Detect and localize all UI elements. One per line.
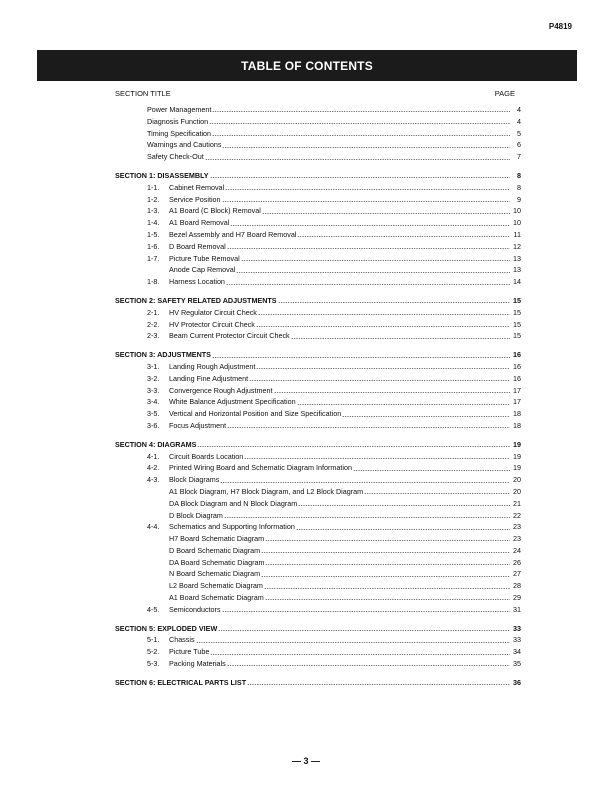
- entry-page-number: 19: [513, 439, 521, 449]
- entry-page-number: 6: [517, 140, 521, 150]
- entry-label: Beam Current Protector Circuit Check: [169, 331, 290, 341]
- dot-leader: [297, 404, 510, 405]
- entry-number: 3-4.: [147, 397, 160, 407]
- toc-entry[interactable]: [115, 128, 521, 140]
- entry-label: Power Management: [147, 105, 212, 114]
- entry-page-number: 15: [513, 319, 521, 329]
- toc-section-heading[interactable]: [115, 349, 521, 361]
- entry-page-number: 31: [513, 604, 521, 614]
- entry-page-number: 23: [513, 534, 521, 544]
- dot-leader: [210, 654, 510, 655]
- entry-page-number: 23: [513, 522, 521, 532]
- toc-entry[interactable]: [115, 385, 521, 397]
- entry-page-number: 35: [513, 659, 521, 669]
- toc-entry[interactable]: [115, 557, 521, 569]
- entry-label: L2 Board Schematic Diagram: [169, 581, 263, 591]
- entry-page-number: 33: [513, 623, 521, 633]
- entry-label: Circuit Boards Location: [169, 451, 244, 461]
- entry-number: 2-3.: [147, 331, 160, 341]
- entry-page-number: 9: [517, 194, 521, 204]
- entry-label: A1 Board Removal: [169, 218, 230, 228]
- entry-page-number: 17: [513, 385, 521, 395]
- entry-label: Landing Fine Adjustment: [169, 373, 249, 383]
- toc-entry[interactable]: [115, 396, 521, 408]
- dot-leader: [364, 493, 510, 494]
- dot-leader: [230, 225, 510, 226]
- dot-leader: [247, 684, 510, 685]
- toc-entry[interactable]: [115, 307, 521, 319]
- toc-entry[interactable]: [115, 194, 521, 206]
- entry-page-number: 28: [513, 581, 521, 591]
- entry-label: Block Diagrams: [169, 475, 220, 485]
- dot-leader: [297, 236, 510, 237]
- dot-leader: [353, 470, 510, 471]
- entry-number: 4-5.: [147, 604, 160, 614]
- entry-page-number: 16: [513, 350, 521, 360]
- toc-entry[interactable]: [115, 568, 521, 580]
- entry-page-number: 15: [513, 295, 521, 305]
- entry-label: SECTION 5: EXPLODED VIEW: [115, 623, 218, 633]
- entry-number: 1-6.: [147, 241, 160, 251]
- dot-leader: [197, 446, 510, 447]
- toc-list: [115, 104, 521, 696]
- entry-label: Printed Wiring Board and Schematic Diagram Information: [169, 463, 352, 473]
- entry-number: 4-2.: [147, 463, 160, 473]
- entry-number: 1-8.: [147, 277, 160, 287]
- toc-entry[interactable]: [115, 646, 521, 658]
- entry-label: SECTION 2: SAFETY RELATED ADJUSTMENTS: [115, 295, 277, 305]
- toc-entry[interactable]: [115, 474, 521, 486]
- entry-number: 3-5.: [147, 409, 160, 419]
- entry-label: Semiconductors: [169, 604, 221, 614]
- entry-label: N Board Schematic Diagram: [169, 569, 261, 579]
- dot-leader: [222, 147, 510, 148]
- entry-number: 3-6.: [147, 420, 160, 430]
- entry-page-number: 19: [513, 463, 521, 473]
- column-headers: [115, 89, 515, 98]
- entry-number: 3-1.: [147, 361, 160, 371]
- entry-label: Convergence Rough Adjustment: [169, 385, 273, 395]
- entry-label: DA Block Diagram and N Block Diagram: [169, 498, 298, 508]
- toc-section-heading[interactable]: [115, 623, 521, 635]
- entry-page-number: 34: [513, 647, 521, 657]
- dot-leader: [256, 326, 510, 327]
- dot-leader: [265, 564, 510, 565]
- dot-leader: [205, 159, 510, 160]
- entry-page-number: 33: [513, 635, 521, 645]
- entry-label: SECTION 1: DISASSEMBLY: [115, 170, 209, 180]
- entry-number: 5-2.: [147, 647, 160, 657]
- dot-leader: [256, 368, 510, 369]
- entry-label: Focus Adjustment: [169, 420, 227, 430]
- dot-leader: [222, 611, 510, 612]
- entry-page-number: 18: [513, 420, 521, 430]
- toc-entry[interactable]: [115, 634, 521, 646]
- entry-number: 2-1.: [147, 307, 160, 317]
- entry-page-number: 16: [513, 361, 521, 371]
- dot-leader: [212, 111, 510, 112]
- toc-entry[interactable]: [115, 104, 521, 116]
- toc-entry[interactable]: [115, 604, 521, 616]
- dot-leader: [265, 540, 510, 541]
- dot-leader: [224, 517, 510, 518]
- entry-number: 4-4.: [147, 522, 160, 532]
- toc-group: [115, 677, 521, 689]
- dot-leader: [274, 392, 511, 393]
- entry-page-number: 13: [513, 253, 521, 263]
- toc-entry[interactable]: [115, 658, 521, 670]
- entry-label: Packing Materials: [169, 659, 226, 669]
- entry-page-number: 27: [513, 569, 521, 579]
- entry-label: H7 Board Schematic Diagram: [169, 534, 265, 544]
- entry-label: Bezel Assembly and H7 Board Removal: [169, 229, 297, 239]
- toc-entry[interactable]: [115, 498, 521, 510]
- toc-entry[interactable]: [115, 545, 521, 557]
- toc-group: [115, 623, 521, 670]
- entry-number: 1-7.: [147, 253, 160, 263]
- toc-section-heading[interactable]: [115, 439, 521, 451]
- dot-leader: [220, 482, 510, 483]
- dot-leader: [212, 357, 510, 358]
- toc-entry[interactable]: [115, 264, 521, 276]
- entry-page-number: 19: [513, 451, 521, 461]
- dot-leader: [342, 416, 510, 417]
- entry-label: White Balance Adjustment Specification: [169, 397, 296, 407]
- entry-page-number: 8: [517, 170, 521, 180]
- dot-leader: [298, 505, 510, 506]
- page-header: PAGE: [494, 89, 515, 98]
- dot-leader: [196, 642, 510, 643]
- dot-leader: [261, 576, 510, 577]
- entry-page-number: 8: [517, 182, 521, 192]
- entry-number: 3-3.: [147, 385, 160, 395]
- dot-leader: [278, 302, 510, 303]
- entry-label: Picture Tube: [169, 647, 210, 657]
- entry-label: Diagnosis Function: [147, 116, 209, 126]
- page-number-footer: — 3 —: [291, 756, 320, 766]
- toc-entry[interactable]: [115, 521, 521, 533]
- entry-label: SECTION 3: ADJUSTMENTS: [115, 350, 211, 360]
- toc-entry[interactable]: [115, 580, 521, 592]
- toc-entry[interactable]: [115, 229, 521, 241]
- toc-group: [115, 349, 521, 432]
- entry-number: 3-2.: [147, 373, 160, 383]
- dot-leader: [227, 248, 510, 249]
- entry-label: Cabinet Removal: [169, 182, 225, 192]
- entry-page-number: 10: [513, 206, 521, 216]
- entry-page-number: 20: [513, 486, 521, 496]
- entry-page-number: 10: [513, 218, 521, 228]
- dot-leader: [244, 458, 510, 459]
- entry-page-number: 14: [513, 277, 521, 287]
- toc-entry[interactable]: [115, 408, 521, 420]
- entry-number: 5-3.: [147, 659, 160, 669]
- entry-number: 1-1.: [147, 182, 160, 192]
- entry-page-number: 4: [517, 105, 521, 114]
- entry-page-number: 11: [513, 229, 521, 239]
- toc-section-heading[interactable]: [115, 170, 521, 182]
- toc-entry[interactable]: [115, 151, 521, 163]
- entry-number: 1-2.: [147, 194, 160, 204]
- entry-page-number: 4: [517, 116, 521, 126]
- entry-label: Chassis: [169, 635, 195, 645]
- dot-leader: [258, 314, 510, 315]
- entry-page-number: 18: [513, 409, 521, 419]
- toc-entry[interactable]: [115, 510, 521, 522]
- dot-leader: [227, 665, 510, 666]
- toc-entry[interactable]: [115, 373, 521, 385]
- dot-leader: [262, 213, 510, 214]
- toc-entry[interactable]: [115, 486, 521, 498]
- toc-entry[interactable]: [115, 116, 521, 128]
- entry-page-number: 13: [513, 265, 521, 275]
- toc-entry[interactable]: [115, 253, 521, 265]
- toc-entry[interactable]: [115, 182, 521, 194]
- entry-page-number: 5: [517, 128, 521, 138]
- entry-label: A1 Board Schematic Diagram: [169, 593, 264, 603]
- dot-leader: [264, 588, 510, 589]
- entry-label: A1 Board (C Block) Removal: [169, 206, 261, 216]
- toc-entry[interactable]: [115, 217, 521, 229]
- entry-label: A1 Block Diagram, H7 Block Diagram, and L2 Block Diagram: [169, 486, 364, 496]
- toc-entry[interactable]: [115, 592, 521, 604]
- toc-entry[interactable]: [115, 330, 521, 342]
- entry-label: DA Board Schematic Diagram: [169, 557, 265, 567]
- entry-label: Picture Tube Removal: [169, 253, 240, 263]
- dot-leader: [249, 380, 510, 381]
- section-title-header: SECTION TITLE: [115, 89, 171, 98]
- dot-leader: [261, 552, 510, 553]
- toc-entry[interactable]: [115, 139, 521, 151]
- entry-label: Safety Check-Out: [147, 152, 204, 162]
- toc-entry[interactable]: [115, 319, 521, 331]
- entry-page-number: 16: [513, 373, 521, 383]
- entry-label: D Board Schematic Diagram: [169, 545, 261, 555]
- toc-group: [115, 170, 521, 288]
- entry-page-number: 17: [513, 397, 521, 407]
- entry-page-number: 21: [513, 498, 521, 508]
- entry-page-number: 15: [513, 307, 521, 317]
- entry-label: SECTION 4: DIAGRAMS: [115, 439, 197, 449]
- dot-leader: [222, 201, 510, 202]
- entry-label: Service Position: [169, 194, 221, 204]
- toc-entry[interactable]: [115, 451, 521, 463]
- dot-leader: [225, 189, 510, 190]
- entry-number: 4-1.: [147, 451, 160, 461]
- toc-section-heading[interactable]: [115, 295, 521, 307]
- dot-leader: [226, 284, 510, 285]
- toc-entry[interactable]: [115, 241, 521, 253]
- entry-label: HV Regulator Circuit Check: [169, 307, 257, 317]
- dot-leader: [212, 135, 510, 136]
- entry-page-number: 7: [517, 152, 521, 162]
- entry-number: 1-5.: [147, 229, 160, 239]
- document-code: P4819: [548, 22, 572, 31]
- entry-page-number: 15: [513, 331, 521, 341]
- toc-section-heading[interactable]: [115, 677, 521, 689]
- dot-leader: [209, 123, 510, 124]
- entry-label: Schematics and Supporting Information: [169, 522, 295, 532]
- entry-page-number: 26: [513, 557, 521, 567]
- toc-entry[interactable]: [115, 533, 521, 545]
- entry-label: D Board Removal: [169, 241, 226, 251]
- entry-page-number: 12: [513, 241, 521, 251]
- toc-group: [115, 439, 521, 616]
- toc-entry[interactable]: [115, 276, 521, 288]
- entry-number: 5-1.: [147, 635, 160, 645]
- entry-number: 4-3.: [147, 475, 160, 485]
- entry-label: D Block Diagram: [169, 510, 223, 520]
- dot-leader: [210, 177, 510, 178]
- dot-leader: [218, 630, 510, 631]
- toc-entry[interactable]: [115, 361, 521, 373]
- entry-label: Harness Location: [169, 277, 225, 287]
- toc-entry[interactable]: [115, 420, 521, 432]
- toc-title-bar: [37, 50, 577, 81]
- dot-leader: [265, 599, 510, 600]
- dot-leader: [296, 529, 510, 530]
- dot-leader: [236, 272, 510, 273]
- toc-entry[interactable]: [115, 462, 521, 474]
- entry-page-number: 29: [513, 593, 521, 603]
- entry-label: Vertical and Horizontal Position and Size Specification: [169, 409, 342, 419]
- entry-label: Timing Specification: [147, 128, 212, 138]
- toc-group: [115, 295, 521, 342]
- toc-entry[interactable]: [115, 205, 521, 217]
- entry-page-number: 24: [513, 545, 521, 555]
- entry-label: HV Protector Circuit Check: [169, 319, 255, 329]
- dot-leader: [291, 338, 510, 339]
- entry-label: Anode Cap Removal: [169, 265, 236, 275]
- toc-group: [115, 104, 521, 163]
- dot-leader: [241, 260, 510, 261]
- entry-page-number: 22: [513, 510, 521, 520]
- entry-label: Landing Rough Adjustment: [169, 361, 256, 371]
- entry-label: SECTION 6: ELECTRICAL PARTS LIST: [115, 677, 247, 687]
- dot-leader: [227, 427, 510, 428]
- entry-label: Warnings and Cautions: [147, 140, 222, 150]
- entry-number: 2-2.: [147, 319, 160, 329]
- page-title: TABLE OF CONTENTS: [241, 58, 373, 73]
- entry-number: 1-3.: [147, 206, 160, 216]
- entry-page-number: 36: [513, 677, 521, 687]
- entry-page-number: 20: [513, 475, 521, 485]
- entry-number: 1-4.: [147, 218, 160, 228]
